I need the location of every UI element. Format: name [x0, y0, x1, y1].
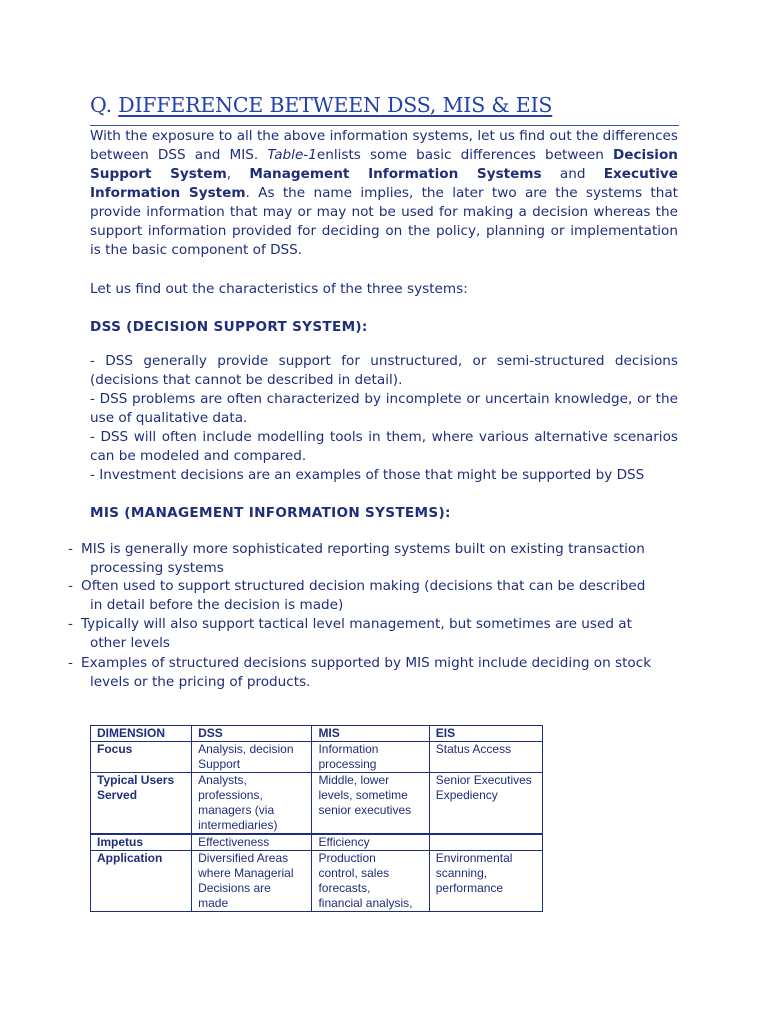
table-cell: Production control, sales forecasts, financial analysis, — [312, 851, 429, 912]
bullet-dash: - — [68, 578, 73, 594]
table-cell: Environmental scanning, performance — [429, 851, 542, 912]
mis-item-line: levels or the pricing of products. — [90, 674, 311, 690]
intro-and: and — [541, 166, 604, 182]
intro-text-3: . As the name implies, the later two are the systems that provide information that may or may not be used for making a decision whereas the support information provided for deciding on the policy, planning or implementation is the basic component of DSS. — [90, 185, 678, 258]
table-header-row — [91, 726, 543, 742]
bullet-dash: - — [68, 655, 73, 671]
lead-sentence: Let us find out the characteristics of the three systems: — [90, 281, 468, 297]
page-title — [90, 93, 552, 117]
intro-comma: , — [226, 166, 250, 182]
term-eis: Executive Information System — [90, 166, 678, 201]
column-header: DSS — [192, 726, 312, 742]
term-dss: Decision Support System — [90, 147, 678, 182]
dss-item: - Investment decisions are an examples of those that might be supported by DSS — [90, 467, 645, 483]
mis-item — [68, 615, 678, 653]
row-dimension: Impetus — [91, 834, 192, 851]
column-header: EIS — [429, 726, 542, 742]
dss-item: - DSS will often include modelling tools in them, where various alternative scenarios can be modeled and compared. — [90, 429, 678, 464]
mis-item-line: processing systems — [90, 560, 224, 576]
mis-item-line: Typically will also support tactical level management, but sometimes are used at — [81, 616, 632, 632]
mis-item-line: Often used to support structured decision making (decisions that can be described — [81, 578, 646, 594]
title-text: DIFFERENCE BETWEEN DSS, MIS & EIS — [118, 93, 553, 117]
comparison-table — [90, 725, 543, 912]
mis-item-line: MIS is generally more sophisticated reporting systems built on existing transaction — [81, 541, 645, 557]
table-row — [91, 834, 543, 851]
table-cell: Information processing — [312, 742, 429, 773]
mis-item — [68, 654, 678, 692]
intro-paragraph — [90, 127, 678, 260]
table-cell: Diversified Areas where Managerial Decisions are made — [192, 851, 312, 912]
mis-item — [68, 577, 678, 615]
intro-text-2: enlists some basic differences between — [316, 147, 613, 163]
table-cell — [429, 834, 542, 851]
mis-item — [68, 540, 678, 578]
table-cell: Senior Executives Expediency — [429, 773, 542, 835]
bullet-dash: - — [68, 616, 73, 632]
column-header: MIS — [312, 726, 429, 742]
title-rule — [90, 125, 679, 126]
table-cell: Status Access — [429, 742, 542, 773]
table-reference: Table-1 — [267, 147, 317, 163]
table-cell: Efficiency — [312, 834, 429, 851]
table-row — [91, 851, 543, 912]
intro-text-1: With the exposure to all the above information systems, let us find out the differences between DSS and MIS. — [90, 128, 678, 163]
term-mis: Management Information Systems — [249, 166, 542, 182]
dss-item: - DSS problems are often characterized by incomplete or uncertain knowledge, or the use of qualitative data. — [90, 391, 678, 426]
question-prefix: Q. — [90, 93, 112, 117]
mis-section-title: MIS (MANAGEMENT INFORMATION SYSTEMS): — [90, 505, 451, 521]
row-dimension: Focus — [91, 742, 192, 773]
mis-item-line: Examples of structured decisions supported by MIS might include deciding on stock — [81, 655, 652, 671]
table-row — [91, 773, 543, 835]
row-dimension: Application — [91, 851, 192, 912]
dss-section-title: DSS (DECISION SUPPORT SYSTEM): — [90, 319, 368, 335]
table-row — [91, 742, 543, 773]
table-cell: Effectiveness — [192, 834, 312, 851]
column-header: DIMENSION — [91, 726, 192, 742]
mis-item-line: in detail before the decision is made) — [90, 597, 344, 613]
dss-item: - DSS generally provide support for unstructured, or semi-structured decisions (decisions that cannot be described in detail). — [90, 353, 678, 388]
mis-item-line: other levels — [90, 635, 170, 651]
table-cell: Analysis, decision Support — [192, 742, 312, 773]
row-dimension: Typical Users Served — [91, 773, 192, 835]
bullet-dash: - — [68, 541, 73, 557]
table-cell: Middle, lower levels, sometime senior executives — [312, 773, 429, 835]
table-cell: Analysts, professions, managers (via intermediaries) — [192, 773, 312, 835]
